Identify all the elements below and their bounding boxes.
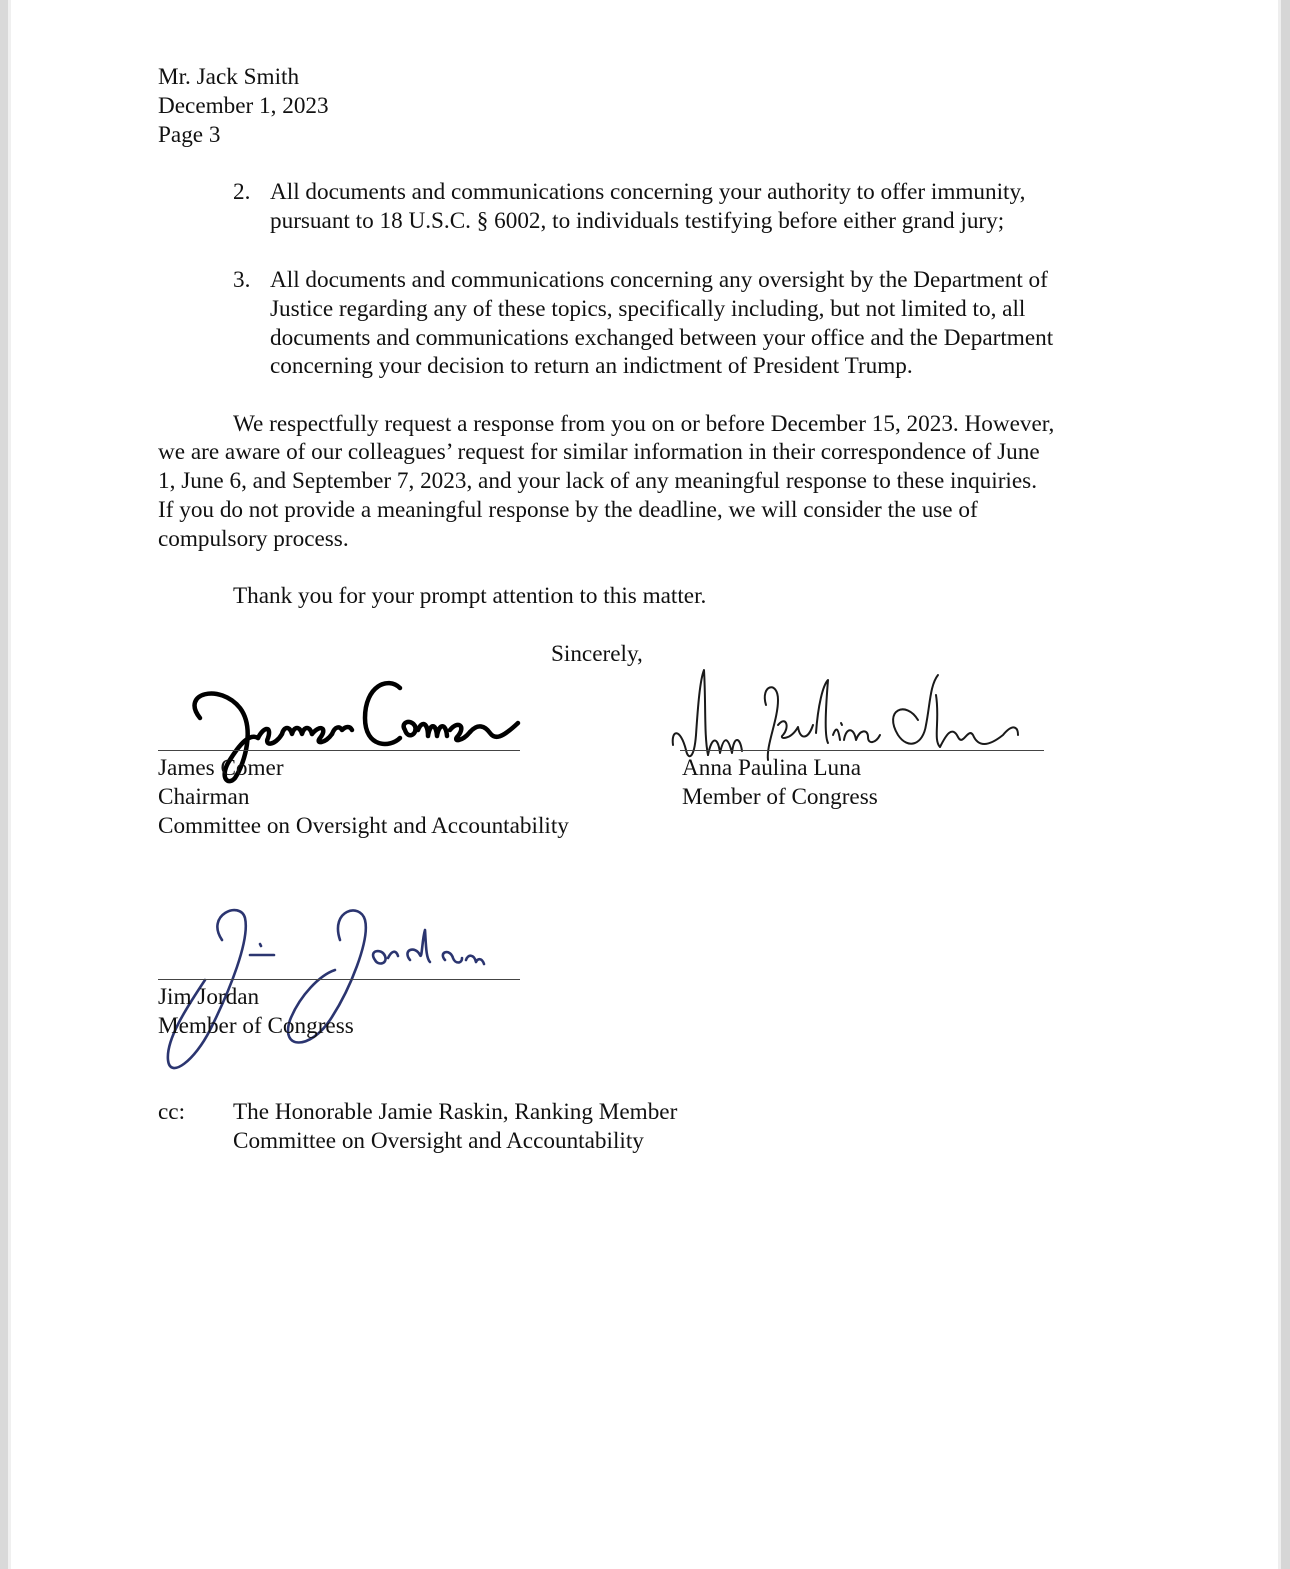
signature-line [680, 750, 1044, 751]
recipient-name: Mr. Jack Smith [158, 64, 300, 90]
list-number: 3. [233, 267, 251, 293]
signatory-title: Member of Congress [158, 1013, 354, 1039]
signatory-committee: Committee on Oversight and Accountability [158, 813, 569, 839]
paragraph-line: We respectfully request a response from you on or before December 15, 2023. However, [233, 411, 1055, 437]
list-item-text-line: All documents and communications concerning any oversight by the Department of [270, 267, 1048, 293]
paragraph-line: If you do not provide a meaningful response by the deadline, we will consider the use of [158, 497, 978, 523]
list-number: 2. [233, 179, 251, 205]
paragraph-line: 1, June 6, and September 7, 2023, and your lack of any meaningful response to these inquiries. [158, 468, 1037, 494]
signature-line [158, 750, 520, 751]
signatory-name: Anna Paulina Luna [682, 755, 862, 781]
signatory-name: James Comer [158, 755, 284, 781]
page-number: Page 3 [158, 122, 221, 148]
page-edge-left-shadow [8, 0, 11, 1569]
list-item-text-line: All documents and communications concerning your authority to offer immunity, [270, 179, 1026, 205]
cc-recipient-line: Committee on Oversight and Accountability [233, 1128, 644, 1154]
letter-date: December 1, 2023 [158, 93, 329, 119]
list-item-text-line: documents and communications exchanged between your office and the Department [270, 325, 1054, 351]
signatory-name: Jim Jordan [158, 984, 260, 1010]
closing-paragraph: Thank you for your prompt attention to this matter. [233, 583, 707, 609]
list-item-text-line: concerning your decision to return an indictment of President Trump. [270, 353, 913, 379]
page-edge-left [0, 0, 8, 1569]
page-edge-right-shadow [1278, 0, 1281, 1569]
signatory-title: Chairman [158, 784, 250, 810]
page-edge-right [1281, 0, 1290, 1569]
valediction: Sincerely, [551, 641, 643, 667]
paragraph-line: compulsory process. [158, 526, 349, 552]
cc-label: cc: [158, 1099, 186, 1125]
cc-recipient-line: The Honorable Jamie Raskin, Ranking Member [233, 1099, 678, 1125]
signature-line [158, 979, 520, 980]
list-item-text-line: Justice regarding any of these topics, specifically including, but not limited to, all [270, 296, 1026, 322]
paragraph-line: we are aware of our colleagues’ request for similar information in their correspondence of June [158, 439, 1040, 465]
list-item-text-line: pursuant to 18 U.S.C. § 6002, to individuals testifying before either grand jury; [270, 208, 1005, 234]
signatory-title: Member of Congress [682, 784, 878, 810]
